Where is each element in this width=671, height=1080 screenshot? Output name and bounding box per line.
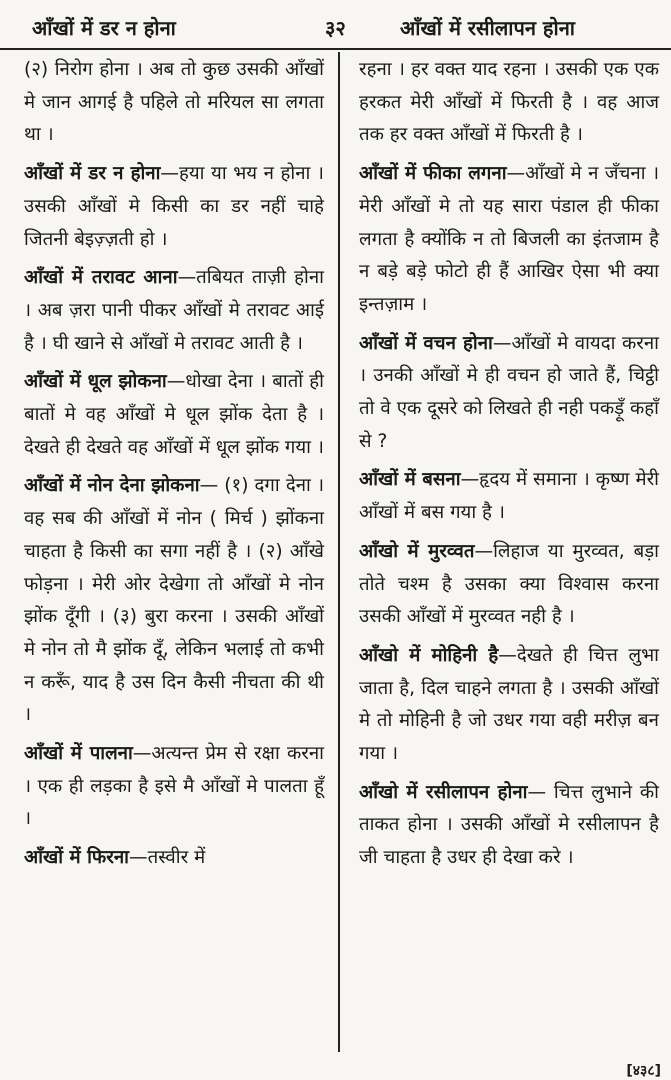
entry-text: — (१) दगा देना । वह सब की आँखों में नोन ( मिर्च ) झोंकना चाहता है किसी का सगा नहीं है । (२) आँखे फोड़ना । मेरी ओर देखेगा तो आँखों मे नोन झोंक दूँगी । (३) बुरा करना । उसकी आँखों मे नोन तो मै झोंक दूँ, लेकिन भलाई तो कभी न करूँ, याद है उस दिन कैसी नीचता की थी । — [24, 475, 324, 726]
entry — [24, 262, 324, 360]
entry-text: —हृदय में समाना । कृष्ण मेरी आँखों में बस गया है । — [359, 469, 659, 524]
column-divider — [338, 52, 340, 1052]
entry-text: —तस्वीर में — [129, 847, 206, 869]
entry — [359, 464, 659, 529]
entry — [24, 158, 324, 256]
entry-text: —आँखों मे वायदा करना । उनकी आँखों मे ही वचन हो जाते हैं, चिट्ठी तो वे एक दूसरे को लिखते ही नही पकड़ूँ कहाँ से ? — [359, 332, 660, 452]
entry-headword: आँखों में तरावट आना — [24, 267, 178, 289]
entry — [24, 54, 324, 152]
header-left-guide-word: आँखों में डर न होना — [32, 16, 176, 40]
entry-text: —धोखा देना । बातों ही बातों मे वह आँखों मे धूल झोंक देता है । देखते ही देखते वह आँखों में धूल झोंक गया । — [24, 371, 324, 458]
entry — [24, 738, 324, 836]
left-column — [24, 54, 324, 875]
entry-headword: आँखों में धूल झोकना — [24, 371, 167, 393]
entry — [359, 640, 659, 771]
entry-headword: आँखों में वचन होना — [359, 332, 493, 354]
entry-headword: आँखो में रसीलापन होना — [359, 781, 528, 803]
entry-headword: आँखों में डर न होना — [24, 163, 161, 185]
entry — [359, 328, 659, 459]
entry-headword: आँखो में मोहिनी है — [359, 644, 499, 666]
entry-text: —तबियत ताज़ी होना । अब ज़रा पानी पीकर आँखों मे तरावट आई है । घी खाने से आँखों मे तरावट आती है । — [24, 267, 324, 354]
entry-text: (२) निरोग होना । अब तो कुछ उसकी आँखों मे जान आगई है पहिले तो मरियल सा लगता था । — [24, 59, 324, 146]
entry-headword: आँखों में फिरना — [24, 847, 129, 869]
entry — [24, 366, 324, 464]
entry — [359, 536, 659, 634]
entry-headword: आँखों में फीका लगना — [359, 163, 507, 185]
entry-headword: आँखों में नोन देना झोकना — [24, 475, 200, 497]
entry-text: रहना । हर वक्त याद रहना । उसकी एक एक हरकत मेरी आँखों में फिरती है । वह आज तक हर वक्त आँखों में फिरती है । — [359, 59, 659, 146]
page-header — [0, 0, 671, 50]
entry-text: —आँखों मे न जँचना । मेरी आँखों मे तो यह सारा पंडाल ही फीका लगता है क्योंकि न तो बिजली का इंतजाम है न बड़े बड़े फोटो ही हैं आखिर ऐसा भी क्या इन्तज़ाम । — [359, 163, 659, 315]
right-column — [359, 54, 659, 875]
header-right-guide-word: आँखों में रसीलापन होना — [400, 16, 575, 40]
entry-text: —अत्यन्त प्रेम से रक्षा करना । एक ही लड़का है इसे मै आँखों मे पालता हूँ । — [24, 743, 324, 830]
entry — [24, 470, 324, 732]
entry — [359, 158, 659, 322]
entry-text: —लिहाज या मुरव्वत, बड़ा तोते चश्म है उसका क्या विश्वास करना उसकी आँखों में मुरव्वत नही है । — [359, 540, 659, 628]
entry-headword: आँखों में पालना — [24, 743, 133, 765]
page-number: ३२ — [325, 16, 346, 40]
entry — [359, 54, 659, 152]
footer-tag: [४३८] — [626, 1063, 661, 1079]
entry-text: —देखते ही चित्त लुभा जाता है, दिल चाहने लगता है । उसकी आँखों मे तो मोहिनी है जो उधर गया वही मरीज़ बन गया । — [359, 644, 659, 765]
entry-headword: आँखों में बसना — [359, 469, 461, 491]
entry-headword: आँखो में मुरव्वत — [359, 540, 475, 562]
entry — [359, 777, 659, 875]
entry-text: — चित्त लुभाने की ताकत होना । उसकी आँखों मे रसीलापन है जी चाहता है उधर ही देखा करे । — [359, 781, 659, 869]
entry — [24, 842, 324, 875]
entry-text: —हया या भय न होना । उसकी आँखों मे किसी का डर नहीं चाहे जितनी बेइज़्ज़ती हो । — [24, 163, 324, 250]
